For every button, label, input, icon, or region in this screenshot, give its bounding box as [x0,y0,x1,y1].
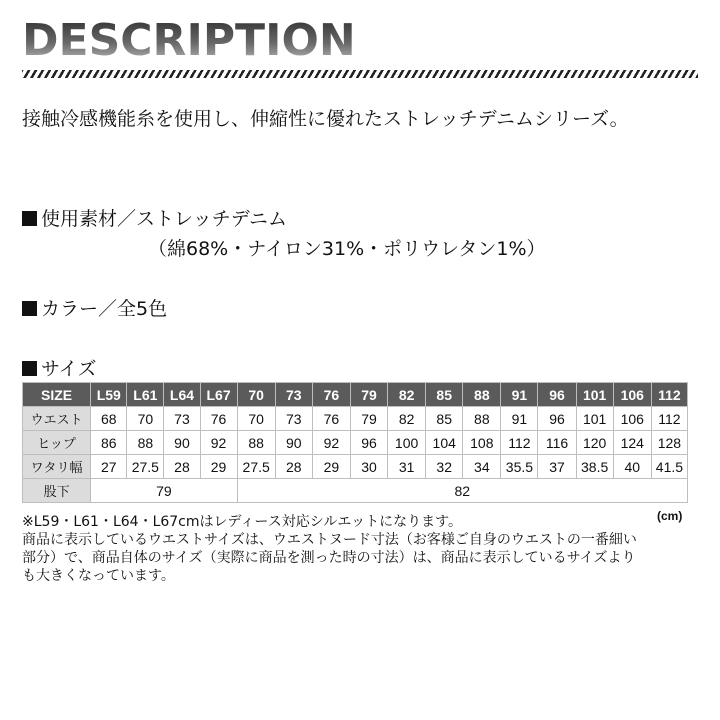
square-bullet-icon [22,211,37,226]
table-cell: 112 [651,407,687,431]
note-line: ※L59・L61・L64・L67cmはレディース対応シルエットになります。 [22,514,462,530]
square-bullet-icon [22,301,37,316]
size-header-cell: 106 [613,383,651,407]
row-label-inseam: 股下 [23,479,91,503]
size-header-cell: L61 [127,383,164,407]
square-bullet-icon [22,361,37,376]
table-cell: 38.5 [576,455,613,479]
size-header-cell: L67 [200,383,237,407]
table-cell: 37 [538,455,576,479]
table-cell: 29 [312,455,350,479]
size-header-row [23,383,688,407]
size-header-cell: 85 [426,383,463,407]
material-label: 使用素材／ストレッチデニム [41,208,288,230]
size-header-cell: L64 [164,383,200,407]
table-cell: 128 [651,431,687,455]
table-cell: 90 [275,431,312,455]
table-cell: 100 [388,431,426,455]
size-header-cell: 82 [388,383,426,407]
size-header-cell: 70 [237,383,275,407]
size-header-cell: 73 [275,383,312,407]
table-cell: 92 [312,431,350,455]
table-cell: 88 [127,431,164,455]
table-cell: 85 [426,407,463,431]
size-corner-cell: SIZE [23,383,91,407]
table-cell: 106 [613,407,651,431]
note-line: 部分）で、商品自体のサイズ（実際に商品を測った時の寸法）は、商品に表示しているサイズより [22,550,636,566]
table-cell: 96 [538,407,576,431]
row-label-waist: ウエスト [23,407,91,431]
table-cell: 31 [388,455,426,479]
size-heading [22,354,96,381]
table-cell: 28 [275,455,312,479]
table-cell: 92 [200,431,237,455]
table-cell: 104 [426,431,463,455]
size-table [22,382,688,503]
size-header-cell: 76 [312,383,350,407]
table-cell: 116 [538,431,576,455]
table-cell: 91 [501,407,538,431]
table-cell: 68 [91,407,127,431]
table-cell: 86 [91,431,127,455]
size-header-cell: 91 [501,383,538,407]
size-label: サイズ [41,358,97,380]
size-header-cell: 79 [350,383,387,407]
row-label-thigh-width: ワタリ幅 [23,455,91,479]
table-cell: 96 [350,431,387,455]
size-header-cell: 101 [576,383,613,407]
table-cell: 112 [501,431,538,455]
table-cell: 27.5 [127,455,164,479]
table-cell: 73 [164,407,200,431]
note-line: 商品に表示しているウエストサイズは、ウエストヌード寸法（お客様ご自身のウエストの一番細い [22,532,637,548]
table-cell: 70 [237,407,275,431]
table-cell: 82 [388,407,426,431]
table-cell: 35.5 [501,455,538,479]
table-cell: 29 [200,455,237,479]
table-cell: 40 [613,455,651,479]
table-row-hip [23,431,688,455]
page-title: DESCRIPTION [22,15,356,66]
table-cell: 101 [576,407,613,431]
size-header-cell: 96 [538,383,576,407]
size-header-cell: L59 [91,383,127,407]
table-row-inseam [23,479,688,503]
size-header-cell: 88 [463,383,501,407]
table-cell: 76 [312,407,350,431]
table-cell: 30 [350,455,387,479]
table-row-thigh-width [23,455,688,479]
table-cell: 90 [164,431,200,455]
inseam-mens-cell: 82 [237,479,687,503]
table-cell: 88 [463,407,501,431]
table-cell: 34 [463,455,501,479]
table-row-waist [23,407,688,431]
table-cell: 27 [91,455,127,479]
size-header-cell: 112 [651,383,687,407]
table-cell: 73 [275,407,312,431]
table-cell: 108 [463,431,501,455]
title-stripe-divider [22,70,698,78]
unit-label: (cm) [657,509,683,523]
table-cell: 124 [613,431,651,455]
material-composition: （綿68%・ナイロン31%・ポリウレタン1%） [148,238,546,260]
table-cell: 76 [200,407,237,431]
table-cell: 28 [164,455,200,479]
note-line: も大きくなっています。 [22,568,175,584]
color-label: カラー／全5色 [41,298,168,320]
color-heading [22,294,167,321]
table-cell: 41.5 [651,455,687,479]
intro-text: 接触冷感機能糸を使用し、伸縮性に優れたストレッチデニムシリーズ。 [22,108,629,130]
table-cell: 27.5 [237,455,275,479]
inseam-ladies-cell: 79 [91,479,237,503]
table-cell: 120 [576,431,613,455]
table-cell: 32 [426,455,463,479]
table-cell: 79 [350,407,387,431]
material-heading [22,204,287,231]
table-cell: 70 [127,407,164,431]
table-cell: 88 [237,431,275,455]
row-label-hip: ヒップ [23,431,91,455]
